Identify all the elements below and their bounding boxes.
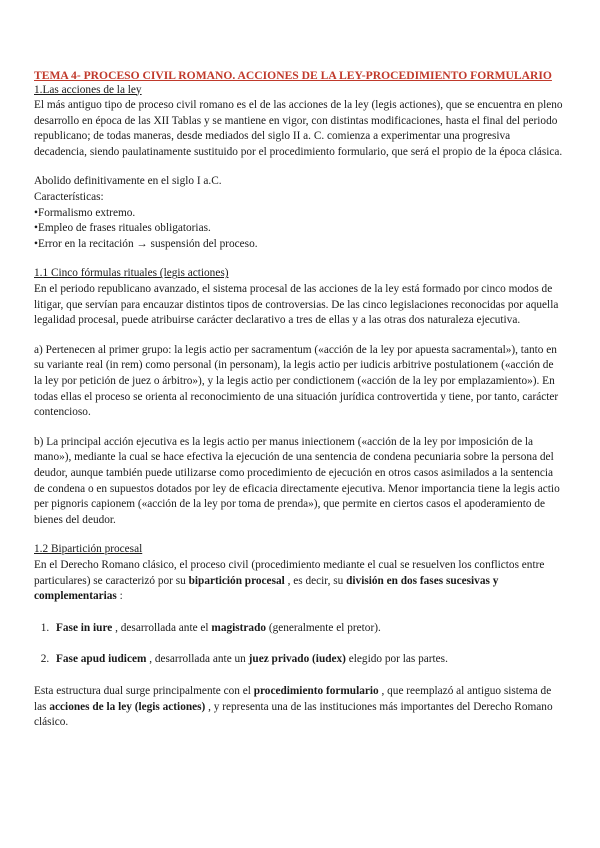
- list-item: 1. Fase in iure , desarrollada ante el magistrado (generalmente el pretor).: [52, 621, 564, 637]
- list-item: •Formalismo extremo.: [34, 206, 136, 219]
- list-item: 2. Fase apud iudicem , desarrollada ante un juez privado (iudex) elegido por las partes.: [52, 652, 564, 668]
- phases-list: [34, 621, 564, 668]
- section-paragraph: El más antiguo tipo de proceso civil romano es el de las acciones de la ley (legis actiones), que se encuentra en pleno desarrollo en época de las XII Tablas y se mantiene en vigor, con distintas modificaciones, hasta el final del periodo republicano; de todas maneras, desde mediados del siglo II a. C. comienza a experimentar una progresiva decadencia, siendo paulatinamente sustituido por el procedimiento formulario, que será el propio de la época clásica.: [34, 99, 563, 158]
- list-item: •Error en la recitación → suspensión del proceso.: [34, 237, 258, 250]
- biparticion-closing: Esta estructura dual surge principalmente con el procedimiento formulario , que reemplazó al antiguo sistema de las acciones de la ley (legis actiones) , y representa una de las instituciones más importantes del Derecho Romano clásico.: [34, 684, 553, 729]
- section-heading-biparticion: 1.2 Bipartición procesal: [34, 543, 143, 556]
- characteristics-label: Características:: [34, 191, 104, 204]
- section-heading-acciones-ley: 1.Las acciones de la ley: [34, 83, 142, 96]
- biparticion-intro: En el Derecho Romano clásico, el proceso civil (procedimiento mediante el cual se resuelven los conflictos entre particulares) se caracterizó por su bipartición procesal , es decir, su división en dos fases sucesivas y complementarias :: [34, 558, 545, 603]
- list-item: •Empleo de frases rituales obligatorias.: [34, 222, 211, 235]
- document-title: TEMA 4- PROCESO CIVIL ROMANO. ACCIONES DE LA LEY-PROCEDIMIENTO FORMULARIO: [34, 69, 552, 82]
- abolished-note: Abolido definitivamente en el siglo I a.C.: [34, 175, 222, 188]
- section-heading-formulas: 1.1 Cinco fórmulas rituales (legis actiones): [34, 267, 229, 280]
- group-b-paragraph: b) La principal acción ejecutiva es la legis actio per manus iniectionem («acción de la ley por imposición de la mano»), mediante la cual se hace efectiva la ejecución de una sentencia de condena pecuniaria sobre la persona del deudor, aunque también puede utilizarse como procedimiento de ejecución en otros casos asimilados a la sentencia de condena o en supuestos dotados por ley de eficacia directamente ejecutiva. Menor importancia tiene la legis actio per pignoris capionem («acción de la ley por toma de prenda»), que permite en ciertos casos el apoderamiento de bienes del deudor.: [34, 435, 560, 526]
- group-a-paragraph: a) Pertenecen al primer grupo: la legis actio per sacramentum («acción de la ley por apuesta sacramental»), tanto en su variante real (in rem) como personal (in personam), la legis actio per iudicis arbitrive postulationem («acción de la ley por petición de juez o árbitro»), y la legis actio per condictionem («acción de la ley por emplazamiento»). En todas ellas el proceso se orienta al reconocimiento de una situación jurídica controvertida y tiene, por tanto, carácter contencioso.: [34, 343, 559, 419]
- document-page: [34, 70, 564, 731]
- characteristics-list: [34, 206, 564, 253]
- section-paragraph: En el periodo republicano avanzado, el sistema procesal de las acciones de la ley está formado por cinco modos de litigar, que servían para encauzar distintos tipos de controversias. De las cinco legislaciones reconocidas por aquella legalidad procesal, puede atribuirse carácter declarativo a tres de ellas y a las otras dos naturaleza ejecutiva.: [34, 283, 559, 327]
